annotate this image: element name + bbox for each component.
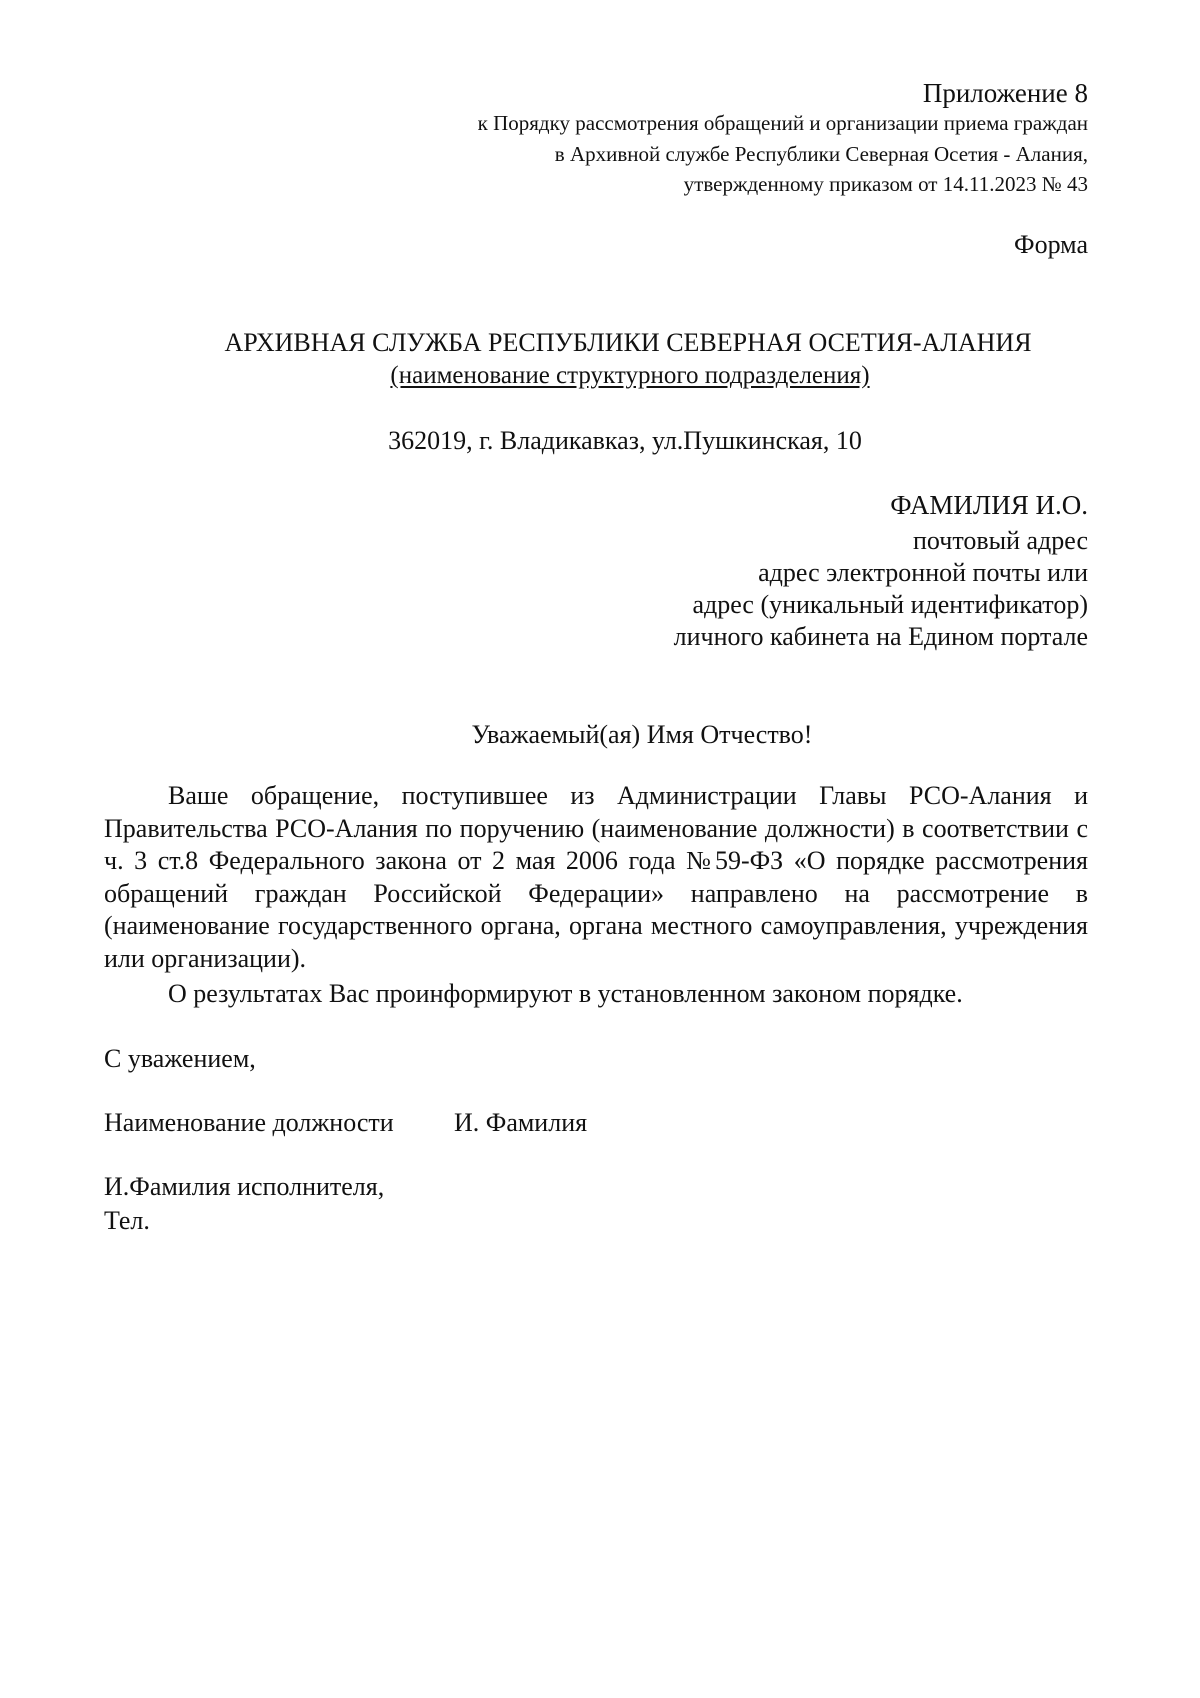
letter-result-paragraph: О результатах Вас проинформируют в установленном законом порядке. [168, 979, 963, 1008]
form-label: Форма [1014, 230, 1088, 259]
organization-subdivision: (наименование структурного подразделения) [390, 362, 870, 389]
recipient-line: личного кабинета на Едином портале [673, 622, 1088, 651]
recipient-line: адрес (уникальный идентификатор) [692, 590, 1088, 619]
executor-name: И.Фамилия исполнителя, [104, 1172, 385, 1201]
organization-name: АРХИВНАЯ СЛУЖБА РЕСПУБЛИКИ СЕВЕРНАЯ ОСЕТИЯ-АЛАНИЯ [224, 328, 1032, 357]
letter-body-paragraph: Ваше обращение, поступившее из Администрации Главы РСО-Алания и Правительства РСО-Алания по поручению (наименование должности) в соответствии с ч. 3 ст.8 Федерального закона от 2 мая 2006 года №59-ФЗ «О порядке рассмотрения обращений граждан Российской Федерации» направлено на рассмотрение в (наименование государственного органа, органа местного самоуправления, учреждения или организации). [104, 781, 1088, 973]
executor-phone: Тел. [104, 1206, 150, 1235]
letter-closing: С уважением, [104, 1044, 256, 1073]
recipient-line: почтовый адрес [913, 526, 1088, 555]
signature-name: И. Фамилия [454, 1108, 588, 1137]
signature-position: Наименование должности [104, 1108, 394, 1137]
recipient-line: адрес электронной почты или [758, 558, 1088, 587]
appendix-reference-line: в Архивной службе Республики Северная Осетия - Алания, [554, 142, 1088, 166]
appendix-reference-line: к Порядку рассмотрения обращений и организации приема граждан [477, 111, 1088, 135]
letter-greeting: Уважаемый(ая) Имя Отчество! [471, 720, 813, 749]
appendix-title: Приложение 8 [922, 78, 1088, 108]
appendix-order-line: утвержденному приказом от 14.11.2023 № 43 [683, 172, 1088, 196]
recipient-name: ФАМИЛИЯ И.О. [890, 490, 1088, 520]
organization-address: 362019, г. Владикавказ, ул.Пушкинская, 10 [388, 426, 862, 455]
